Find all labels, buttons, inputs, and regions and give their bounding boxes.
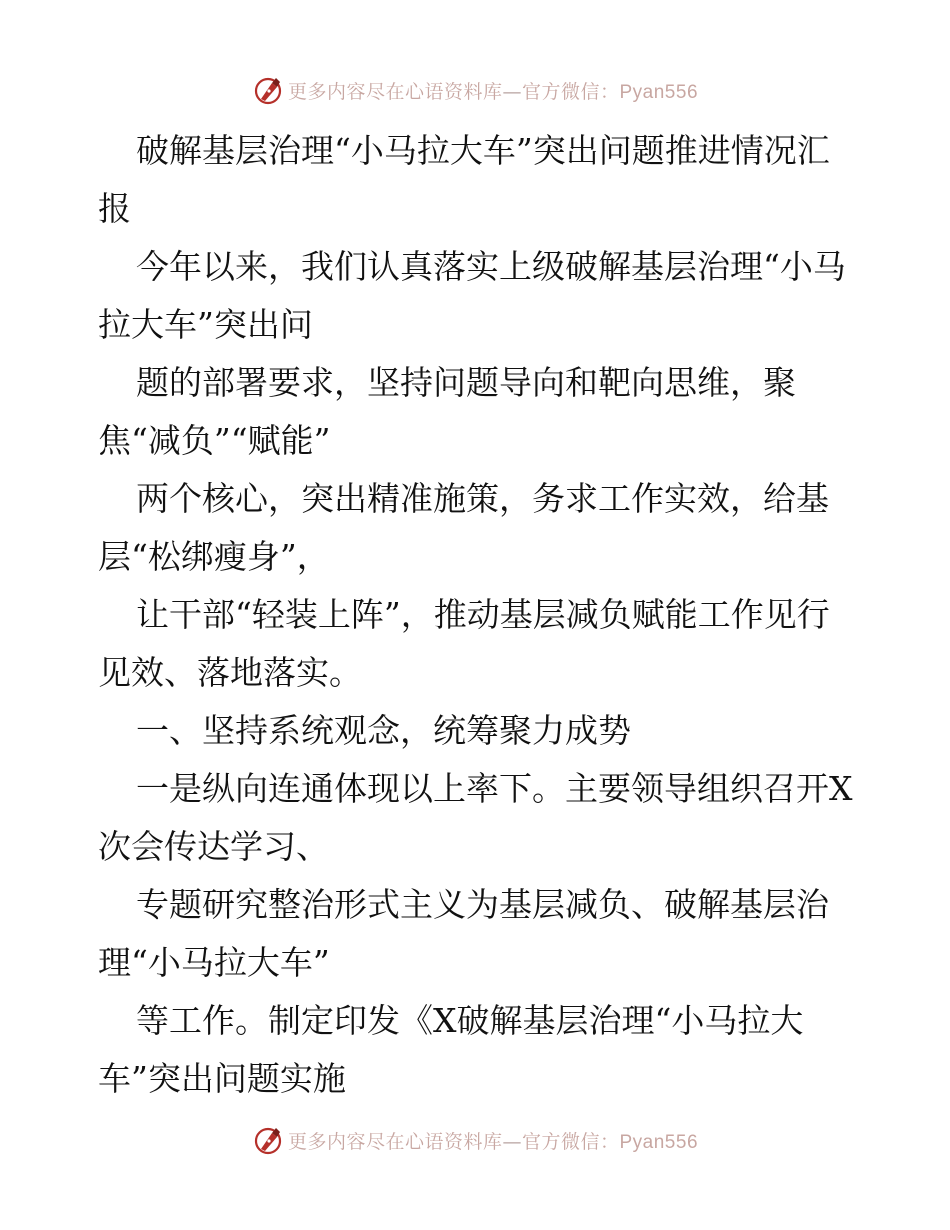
banner-text [288,77,698,104]
header-banner [0,70,950,110]
paragraph-1: 今年以来，我们认真落实上级破解基层治理“小马拉大车”突出问 [98,247,846,344]
banner-official: 官方微信： [521,1130,620,1153]
banner-wechat-id: Pyan556 [619,1131,699,1153]
document-body [98,122,858,1108]
paragraph-3: 两个核心，突出精准施策，务求工作实效，给基层“松绑瘦身”， [98,479,829,576]
banner-separator: — [502,80,522,103]
paragraph-5: 一是纵向连通体现以上率下。主要领导组织召开X次会传达学习、 [98,769,853,866]
section-heading-1: 一、坚持系统观念，统筹聚力成势 [136,711,631,750]
paragraph-6: 专题研究整治形式主义为基层减负、破解基层治理“小马拉大车” [98,885,829,982]
banner-official: 官方微信： [521,80,620,103]
banner-wechat-id: Pyan556 [619,81,699,103]
footer-banner [0,1120,950,1160]
pen-nib-logo-icon [252,74,284,106]
banner-brand: 更多内容尽在心语资料库 [287,80,503,103]
paragraph-2: 题的部署要求，坚持问题导向和靶向思维，聚焦“减负”“赋能” [98,363,796,460]
document-title: 破解基层治理“小马拉大车”突出问题推进情况汇报 [98,131,830,228]
banner-separator: — [502,1130,522,1153]
banner-brand: 更多内容尽在心语资料库 [287,1130,503,1153]
paragraph-4: 让干部“轻装上阵”，推动基层减负赋能工作见行见效、落地落实。 [98,595,830,692]
pen-nib-logo-icon [252,1124,284,1156]
banner-text [288,1127,698,1154]
paragraph-7: 等工作。制定印发《X破解基层治理“小马拉大车”突出问题实施 [98,1001,804,1098]
